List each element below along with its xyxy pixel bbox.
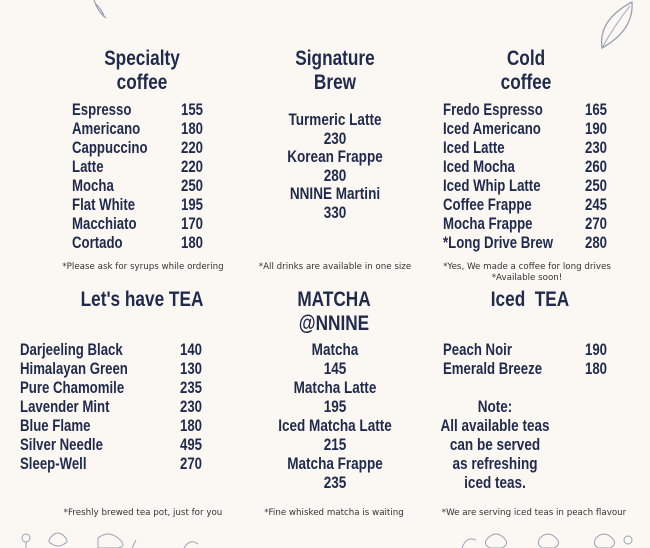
section-title-line: coffee bbox=[116, 71, 168, 94]
menu-item-price: 190 bbox=[585, 120, 608, 138]
menu-item-price: 245 bbox=[585, 196, 608, 214]
menu-item-name: Himalayan Green bbox=[20, 360, 128, 378]
menu-item-name: Matcha Latte bbox=[293, 379, 377, 397]
menu-item-price: 235 bbox=[180, 379, 203, 397]
menu-item-name: Emerald Breeze bbox=[443, 360, 543, 378]
section-title-line: coffee bbox=[500, 71, 552, 94]
flower-outline-icon bbox=[88, 530, 148, 548]
section-title-tea bbox=[76, 288, 207, 312]
menu-item-name: Espresso bbox=[72, 101, 132, 119]
menu-item-price: 280 bbox=[585, 234, 608, 252]
menu-item-price: 230 bbox=[323, 129, 347, 148]
menu-item-price: 495 bbox=[180, 436, 203, 454]
menu-item-price: 250 bbox=[181, 177, 204, 195]
section-title-iced-tea bbox=[464, 288, 595, 312]
section-note: *Please ask for syrups while ordering bbox=[62, 262, 224, 272]
menu-item-name: Turmeric Latte bbox=[288, 111, 382, 129]
menu-item-price: 190 bbox=[585, 341, 608, 359]
leaf-outline-icon bbox=[592, 0, 640, 52]
menu-item-price: 165 bbox=[585, 101, 608, 119]
menu-item-price: 230 bbox=[585, 139, 608, 157]
section-note: *We are serving iced teas in peach flavour bbox=[441, 508, 627, 518]
section-note: *Fine whisked matcha is waiting bbox=[264, 508, 404, 518]
menu-item-name: Fredo Espresso bbox=[443, 101, 543, 119]
section-title-line: Specialty bbox=[104, 47, 180, 70]
menu-item-price: 330 bbox=[323, 203, 347, 222]
menu-item-price: 220 bbox=[181, 158, 204, 176]
menu-item-name: Flat White bbox=[72, 196, 136, 214]
menu-item-price: 230 bbox=[180, 398, 203, 416]
section-title-line: Iced TEA bbox=[490, 288, 570, 311]
menu-item-price: 180 bbox=[181, 234, 204, 252]
menu-item-name: Matcha bbox=[311, 341, 359, 359]
menu-item-price: 180 bbox=[585, 360, 608, 378]
menu-item-name: Sleep-Well bbox=[20, 455, 87, 473]
menu-item-name: Iced Americano bbox=[443, 120, 541, 138]
menu-item-price: 195 bbox=[181, 196, 204, 214]
note-line: All available teas bbox=[440, 417, 550, 435]
section-title-specialty bbox=[85, 47, 200, 95]
section-note: *Freshly brewed tea pot, just for you bbox=[63, 508, 223, 518]
menu-item-price: 140 bbox=[180, 341, 203, 359]
menu-item-price: 155 bbox=[181, 101, 204, 119]
menu-item-price: 270 bbox=[585, 215, 608, 233]
menu-item-name: Iced Mocha bbox=[443, 158, 515, 176]
menu-item-name: NNINE Martini bbox=[289, 185, 381, 203]
section-note: *Available soon! bbox=[491, 273, 563, 283]
menu-item-price: 235 bbox=[323, 474, 347, 492]
menu-item-price: 220 bbox=[181, 139, 204, 157]
section-note: *All drinks are available in one size bbox=[258, 262, 412, 272]
menu-item-price: 170 bbox=[181, 215, 204, 233]
section-title-signature bbox=[278, 47, 393, 95]
section-title-line: Brew bbox=[313, 71, 357, 94]
menu-item-name: Blue Flame bbox=[20, 417, 91, 435]
menu-item-name: Iced Matcha Latte bbox=[278, 417, 392, 435]
menu-item-price: 180 bbox=[181, 120, 204, 138]
section-title-line: Cold bbox=[506, 47, 546, 70]
section-title-line: Signature bbox=[295, 47, 375, 70]
menu-item-name: Macchiato bbox=[72, 215, 137, 233]
menu-item-price: 280 bbox=[323, 166, 347, 185]
flower-outline-icon bbox=[180, 536, 210, 548]
menu-item-name: Mocha Frappe bbox=[443, 215, 533, 233]
menu-item-price: 250 bbox=[585, 177, 608, 195]
flower-outline-icon bbox=[536, 530, 636, 548]
menu-item-name: Matcha Frappe bbox=[287, 455, 383, 473]
menu-item-name: Iced Latte bbox=[443, 139, 505, 157]
section-title-line: MATCHA bbox=[297, 288, 371, 311]
menu-item-name: Silver Needle bbox=[20, 436, 103, 454]
menu-item-price: 260 bbox=[585, 158, 608, 176]
menu-item-name: Korean Frappe bbox=[287, 148, 383, 166]
note-line: can be served bbox=[449, 436, 541, 454]
section-title-cold bbox=[469, 47, 584, 95]
menu-item-name: Mocha bbox=[72, 177, 114, 195]
note-line: iced teas. bbox=[464, 474, 526, 492]
leaf-outline-icon bbox=[88, 0, 118, 22]
menu-item-name: Pure Chamomile bbox=[20, 379, 125, 397]
flower-outline-icon bbox=[452, 530, 512, 548]
menu-item-price: 130 bbox=[180, 360, 203, 378]
menu-item-name: Cortado bbox=[72, 234, 123, 252]
menu-item-price: 195 bbox=[323, 398, 347, 416]
menu-item-name: Americano bbox=[72, 120, 141, 138]
menu-item-name: Coffee Frappe bbox=[443, 196, 532, 214]
section-title-line: Let's have TEA bbox=[80, 288, 204, 311]
menu-item-name: Latte bbox=[72, 158, 104, 176]
menu-item-name: *Long Drive Brew bbox=[443, 234, 554, 252]
section-title-matcha bbox=[268, 288, 399, 336]
note-line: as refreshing bbox=[452, 455, 538, 473]
menu-item-name: Lavender Mint bbox=[20, 398, 110, 416]
menu-item-name: Cappuccino bbox=[72, 139, 148, 157]
menu-item-name: Peach Noir bbox=[443, 341, 512, 359]
menu-item-name: Darjeeling Black bbox=[20, 341, 123, 359]
menu-item-price: 270 bbox=[180, 455, 203, 473]
section-note: *Yes, We made a coffee for long drives bbox=[443, 262, 611, 272]
note-heading: Note: bbox=[477, 398, 513, 416]
menu-item-name: Iced Whip Latte bbox=[443, 177, 541, 195]
menu-item-price: 180 bbox=[180, 417, 203, 435]
section-title-line: @NNINE bbox=[298, 312, 370, 335]
flower-outline-icon bbox=[18, 530, 78, 548]
menu-item-price: 145 bbox=[323, 360, 347, 378]
menu-item-price: 215 bbox=[323, 436, 347, 454]
